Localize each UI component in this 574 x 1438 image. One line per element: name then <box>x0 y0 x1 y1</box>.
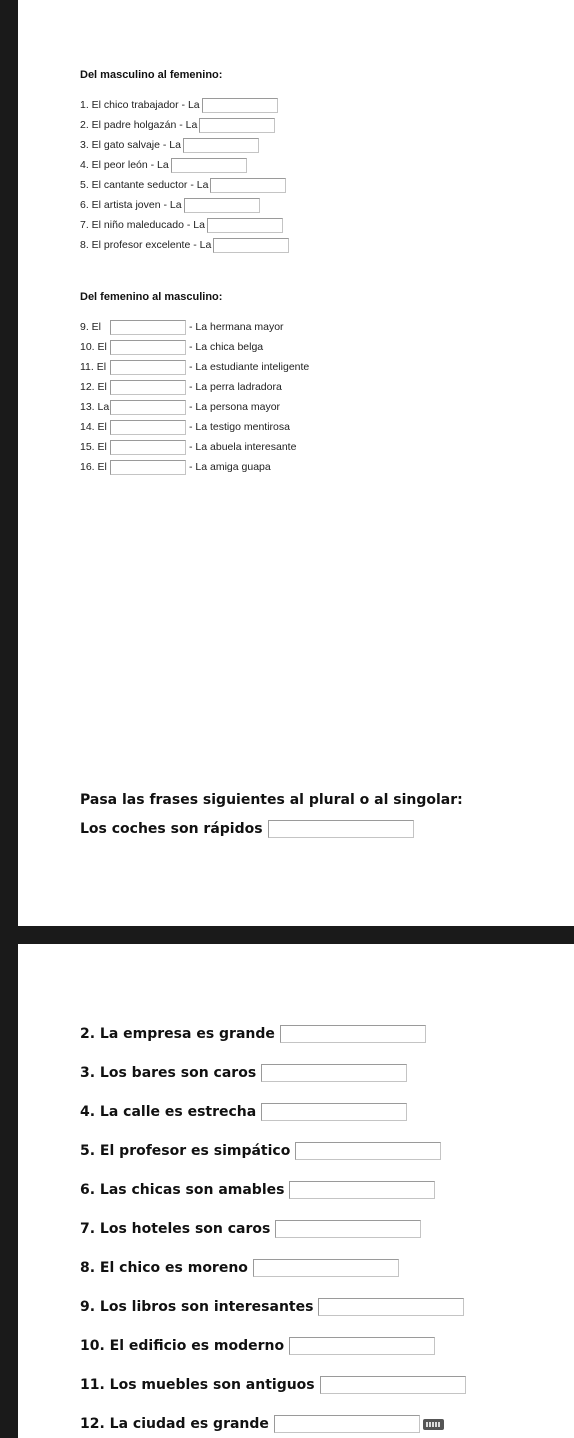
exercise-suffix: - La perra ladradora <box>189 381 282 393</box>
answer-input[interactable] <box>261 1064 407 1082</box>
sentence-text: 8. El chico es moreno <box>80 1260 248 1276</box>
exercise-prefix: 13. La <box>80 401 110 413</box>
exercise-row <box>80 398 280 416</box>
exercise-text: 4. El peor león - La <box>80 159 169 171</box>
sentence-text: 3. Los bares son caros <box>80 1065 257 1081</box>
exercise-prefix: 10. El <box>80 341 107 353</box>
exercise-suffix: - La abuela interesante <box>189 441 297 453</box>
sentence-row <box>80 1063 407 1083</box>
exercise-suffix: - La hermana mayor <box>189 321 284 333</box>
section-title-fem-masc: Del femenino al masculino: <box>80 291 223 303</box>
answer-input[interactable] <box>318 1298 464 1316</box>
exercise-text: 1. El chico trabajador - La <box>80 99 200 111</box>
exercise-suffix: - La estudiante inteligente <box>189 361 310 373</box>
exercise-suffix: - La chica belga <box>189 341 264 353</box>
exercise-row <box>80 116 275 134</box>
exercise-prefix: 9. El <box>80 321 102 333</box>
sentence-row <box>80 1414 444 1434</box>
answer-input[interactable] <box>289 1337 435 1355</box>
answer-input[interactable] <box>261 1103 407 1121</box>
exercise-suffix: - La persona mayor <box>189 401 281 413</box>
sentence-text: Los coches son rápidos <box>80 821 263 837</box>
exercise-text: 3. El gato salvaje - La <box>80 139 181 151</box>
exercise-row <box>80 458 271 476</box>
sentence-row <box>80 1297 464 1317</box>
answer-input[interactable] <box>289 1181 435 1199</box>
answer-input[interactable] <box>275 1220 421 1238</box>
answer-input[interactable] <box>274 1415 420 1433</box>
exercise-text: 7. El niño maleducado - La <box>80 219 205 231</box>
worksheet-page-1 <box>18 0 574 926</box>
worksheet-page-2 <box>18 944 574 1438</box>
exercise-suffix: - La amiga guapa <box>189 461 271 473</box>
exercise-row <box>80 216 283 234</box>
sentence-row <box>80 1219 421 1239</box>
exercise-text: 8. El profesor excelente - La <box>80 239 212 251</box>
answer-input[interactable] <box>110 460 186 475</box>
exercise-row <box>80 136 259 154</box>
exercise-row <box>80 358 309 376</box>
answer-input[interactable] <box>110 340 186 355</box>
exercise-prefix: 16. El <box>80 461 107 473</box>
sentence-row <box>80 1180 435 1200</box>
exercise-row <box>80 378 282 396</box>
exercise-text: 6. El artista joven - La <box>80 199 182 211</box>
answer-input[interactable] <box>183 138 259 153</box>
answer-input[interactable] <box>210 178 286 193</box>
sentence-row <box>80 819 414 839</box>
answer-input[interactable] <box>207 218 283 233</box>
answer-input[interactable] <box>184 198 260 213</box>
sentence-row <box>80 1258 399 1278</box>
exercise-prefix: 12. El <box>80 381 107 393</box>
sentence-text: 11. Los muebles son antiguos <box>80 1377 315 1393</box>
answer-input[interactable] <box>110 380 186 395</box>
sentence-text: 12. La ciudad es grande <box>80 1416 269 1432</box>
exercise-prefix: 14. El <box>80 421 107 433</box>
exercise-text: 2. El padre holgazán - La <box>80 119 198 131</box>
section-title-plural-singular: Pasa las frases siguientes al plural o al singolar: <box>80 792 463 808</box>
exercise-row <box>80 96 278 114</box>
exercise-row <box>80 418 290 436</box>
exercise-prefix: 15. El <box>80 441 107 453</box>
exercise-text: 5. El cantante seductor - La <box>80 179 209 191</box>
sentence-row <box>80 1141 441 1161</box>
sentence-text: 6. Las chicas son amables <box>80 1182 285 1198</box>
answer-input[interactable] <box>253 1259 399 1277</box>
answer-input[interactable] <box>110 420 186 435</box>
exercise-row <box>80 196 260 214</box>
exercise-row <box>80 156 247 174</box>
exercise-row <box>80 318 284 336</box>
sentence-text: 10. El edificio es moderno <box>80 1338 285 1354</box>
answer-input[interactable] <box>110 320 186 335</box>
sentence-row <box>80 1102 407 1122</box>
answer-input[interactable] <box>110 400 186 415</box>
answer-input[interactable] <box>110 440 186 455</box>
sentence-row <box>80 1336 435 1356</box>
sentence-text: 2. La empresa es grande <box>80 1026 275 1042</box>
sentence-text: 5. El profesor es simpático <box>80 1143 291 1159</box>
exercise-prefix: 11. El <box>80 361 107 373</box>
answer-input[interactable] <box>295 1142 441 1160</box>
answer-input[interactable] <box>268 820 414 838</box>
sentence-text: 4. La calle es estrecha <box>80 1104 257 1120</box>
sentence-text: 9. Los libros son interesantes <box>80 1299 314 1315</box>
answer-input[interactable] <box>202 98 278 113</box>
answer-input[interactable] <box>280 1025 426 1043</box>
exercise-row <box>80 236 289 254</box>
keyboard-icon[interactable] <box>423 1419 444 1430</box>
answer-input[interactable] <box>171 158 247 173</box>
sentence-text: 7. Los hoteles son caros <box>80 1221 271 1237</box>
exercise-row <box>80 438 296 456</box>
section-title-masc-fem: Del masculino al femenino: <box>80 69 223 81</box>
sentence-row <box>80 1024 426 1044</box>
exercise-row <box>80 176 286 194</box>
answer-input[interactable] <box>213 238 289 253</box>
answer-input[interactable] <box>110 360 186 375</box>
exercise-row <box>80 338 263 356</box>
answer-input[interactable] <box>199 118 275 133</box>
answer-input[interactable] <box>320 1376 466 1394</box>
exercise-suffix: - La testigo mentirosa <box>189 421 290 433</box>
sentence-row <box>80 1375 466 1395</box>
